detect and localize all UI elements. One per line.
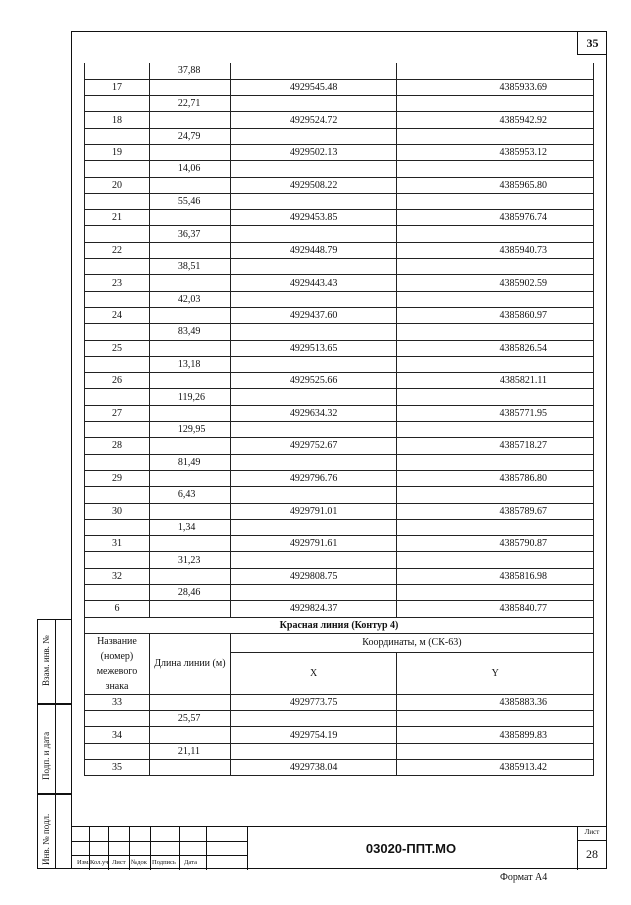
- line-length: [149, 470, 230, 486]
- tb-col-ndok: №док: [131, 859, 147, 866]
- coord-x: [230, 128, 397, 144]
- coord-x: 4929791.01: [230, 503, 397, 519]
- point-number: [85, 743, 150, 759]
- line-length: [149, 438, 230, 454]
- point-number: [85, 226, 150, 242]
- coord-y: 4385821.11: [397, 373, 594, 389]
- point-number: 17: [85, 79, 150, 95]
- point-number: 31: [85, 536, 150, 552]
- tb-col-list: Лист: [112, 859, 126, 866]
- line-length: 37,88: [149, 63, 230, 79]
- coordinates-table: [84, 63, 594, 776]
- coord-x: 4929502.13: [230, 144, 397, 160]
- coord-x: [230, 487, 397, 503]
- line-length: [149, 727, 230, 743]
- coord-y: [397, 291, 594, 307]
- coord-y: [397, 193, 594, 209]
- coord-y: [397, 356, 594, 372]
- table-row: [85, 373, 594, 389]
- coord-y: [397, 63, 594, 79]
- table-row: [85, 470, 594, 486]
- sheet-label: Лист: [584, 828, 600, 836]
- tb-col-podpis: Подпись: [152, 859, 176, 866]
- line-length: 22,71: [149, 96, 230, 112]
- table-row: [85, 340, 594, 356]
- point-number: [85, 519, 150, 535]
- coord-x: 4929752.67: [230, 438, 397, 454]
- point-number: 33: [85, 694, 150, 710]
- line-length: 119,26: [149, 389, 230, 405]
- table-row: [85, 760, 594, 776]
- coord-x: [230, 291, 397, 307]
- table-row: [85, 694, 594, 710]
- coord-x: [230, 356, 397, 372]
- line-length: 83,49: [149, 324, 230, 340]
- header-y: Y: [397, 652, 594, 694]
- coord-y: 4385953.12: [397, 144, 594, 160]
- coord-x: 4929448.79: [230, 242, 397, 258]
- coord-y: 4385771.95: [397, 405, 594, 421]
- point-number: 35: [85, 760, 150, 776]
- coord-x: [230, 324, 397, 340]
- coord-y: 4385902.59: [397, 275, 594, 291]
- point-number: [85, 128, 150, 144]
- strip-podp: [37, 704, 71, 794]
- coord-y: 4385816.98: [397, 568, 594, 584]
- table-row: [85, 585, 594, 601]
- strip-podp-label: Подп. и дата: [41, 731, 51, 780]
- point-number: 32: [85, 568, 150, 584]
- point-number: 30: [85, 503, 150, 519]
- table-row: [85, 711, 594, 727]
- coord-x: 4929508.22: [230, 177, 397, 193]
- sheet-number: 28: [586, 847, 598, 861]
- table-row: [85, 144, 594, 160]
- coord-x: 4929634.32: [230, 405, 397, 421]
- coord-y: [397, 454, 594, 470]
- line-length: 55,46: [149, 193, 230, 209]
- point-number: [85, 585, 150, 601]
- line-length: 36,37: [149, 226, 230, 242]
- table-row: [85, 226, 594, 242]
- table-row: [85, 79, 594, 95]
- line-length: 25,57: [149, 711, 230, 727]
- line-length: [149, 601, 230, 617]
- coord-x: [230, 193, 397, 209]
- strip-vzam-label: Взам. инв. №: [41, 635, 51, 686]
- coord-y: 4385786.80: [397, 470, 594, 486]
- strip-inv-label: Инв. № подл.: [41, 813, 51, 865]
- coord-y: 4385940.73: [397, 242, 594, 258]
- point-number: [85, 291, 150, 307]
- table-row: [85, 259, 594, 275]
- header-coords: Координаты, м (СК-63): [230, 633, 593, 652]
- coord-y: [397, 96, 594, 112]
- line-length: 14,06: [149, 161, 230, 177]
- coord-x: 4929824.37: [230, 601, 397, 617]
- table-row: [85, 307, 594, 323]
- coord-x: [230, 711, 397, 727]
- coord-x: 4929545.48: [230, 79, 397, 95]
- line-length: 28,46: [149, 585, 230, 601]
- coord-y: 4385883.36: [397, 694, 594, 710]
- point-number: 27: [85, 405, 150, 421]
- table-row: [85, 568, 594, 584]
- coord-y: [397, 711, 594, 727]
- table-row: [85, 601, 594, 617]
- table-header-row: [85, 633, 594, 652]
- tb-col-izm: Изм.: [77, 859, 90, 866]
- tb-col-kolуч: Кол.уч: [90, 859, 109, 866]
- point-number: [85, 422, 150, 438]
- coord-y: 4385965.80: [397, 177, 594, 193]
- point-number: 25: [85, 340, 150, 356]
- strip-vzam: [37, 619, 71, 704]
- coord-x: 4929796.76: [230, 470, 397, 486]
- coord-y: 4385860.97: [397, 307, 594, 323]
- table-row: [85, 389, 594, 405]
- coord-x: 4929453.85: [230, 210, 397, 226]
- coord-x: [230, 743, 397, 759]
- coord-x: 4929524.72: [230, 112, 397, 128]
- coord-y: [397, 324, 594, 340]
- line-length: [149, 405, 230, 421]
- line-length: [149, 536, 230, 552]
- point-number: 29: [85, 470, 150, 486]
- left-margin-strip: [37, 619, 71, 869]
- table-row: [85, 291, 594, 307]
- table-row: [85, 727, 594, 743]
- coord-y: [397, 743, 594, 759]
- line-length: [149, 112, 230, 128]
- coord-x: 4929443.43: [230, 275, 397, 291]
- line-length: 6,43: [149, 487, 230, 503]
- coord-x: 4929738.04: [230, 760, 397, 776]
- table-row: [85, 743, 594, 759]
- coord-y: 4385976.74: [397, 210, 594, 226]
- line-length: [149, 503, 230, 519]
- table-row: [85, 356, 594, 372]
- coord-y: [397, 226, 594, 242]
- coord-y: 4385913.42: [397, 760, 594, 776]
- point-number: [85, 487, 150, 503]
- coord-y: [397, 161, 594, 177]
- coord-x: [230, 63, 397, 79]
- coord-y: [397, 422, 594, 438]
- line-length: [149, 242, 230, 258]
- coord-y: [397, 585, 594, 601]
- table-row: [85, 177, 594, 193]
- section-title: Красная линия (Контур 4): [85, 617, 594, 633]
- coord-x: 4929437.60: [230, 307, 397, 323]
- line-length: 38,51: [149, 259, 230, 275]
- line-length: 13,18: [149, 356, 230, 372]
- point-number: 21: [85, 210, 150, 226]
- point-number: 34: [85, 727, 150, 743]
- format-label: Формат А4: [500, 872, 548, 883]
- coord-y: 4385933.69: [397, 79, 594, 95]
- document-code: 03020-ППТ.МО: [365, 841, 457, 856]
- coord-x: [230, 226, 397, 242]
- line-length: 1,34: [149, 519, 230, 535]
- coord-y: 4385899.83: [397, 727, 594, 743]
- table-row: [85, 503, 594, 519]
- line-length: 42,03: [149, 291, 230, 307]
- line-length: [149, 275, 230, 291]
- line-length: [149, 568, 230, 584]
- coord-x: [230, 161, 397, 177]
- point-number: 28: [85, 438, 150, 454]
- point-number: [85, 161, 150, 177]
- point-number: [85, 324, 150, 340]
- table-row: [85, 438, 594, 454]
- point-number: [85, 552, 150, 568]
- point-number: 23: [85, 275, 150, 291]
- table-row: [85, 193, 594, 209]
- coord-y: 4385790.87: [397, 536, 594, 552]
- line-length: [149, 307, 230, 323]
- table-row: [85, 242, 594, 258]
- point-number: 18: [85, 112, 150, 128]
- coord-x: [230, 585, 397, 601]
- coord-x: [230, 454, 397, 470]
- coord-y: [397, 519, 594, 535]
- coord-y: [397, 389, 594, 405]
- point-number: [85, 63, 150, 79]
- point-number: 20: [85, 177, 150, 193]
- line-length: [149, 694, 230, 710]
- header-name: Название (номер) межевого знака: [85, 633, 150, 694]
- point-number: [85, 356, 150, 372]
- coord-y: 4385826.54: [397, 340, 594, 356]
- table-row: [85, 454, 594, 470]
- coord-x: 4929773.75: [230, 694, 397, 710]
- point-number: [85, 193, 150, 209]
- coord-x: 4929525.66: [230, 373, 397, 389]
- coord-x: [230, 519, 397, 535]
- tb-col-data: Дата: [184, 859, 197, 866]
- point-number: [85, 711, 150, 727]
- line-length: 24,79: [149, 128, 230, 144]
- coord-x: [230, 389, 397, 405]
- coord-y: 4385942.92: [397, 112, 594, 128]
- table-row: [85, 487, 594, 503]
- line-length: 21,11: [149, 743, 230, 759]
- coord-x: 4929808.75: [230, 568, 397, 584]
- page-number: 35: [577, 31, 607, 55]
- coord-x: [230, 552, 397, 568]
- point-number: 24: [85, 307, 150, 323]
- coord-y: [397, 128, 594, 144]
- coord-x: [230, 259, 397, 275]
- table-row: [85, 536, 594, 552]
- point-number: [85, 96, 150, 112]
- coord-y: [397, 259, 594, 275]
- coord-x: 4929754.19: [230, 727, 397, 743]
- coord-y: 4385718.27: [397, 438, 594, 454]
- line-length: [149, 373, 230, 389]
- table-row: [85, 112, 594, 128]
- coord-y: 4385840.77: [397, 601, 594, 617]
- point-number: 19: [85, 144, 150, 160]
- point-number: 22: [85, 242, 150, 258]
- line-length: [149, 144, 230, 160]
- coord-x: 4929791.61: [230, 536, 397, 552]
- coord-y: [397, 552, 594, 568]
- line-length: [149, 760, 230, 776]
- table-row: [85, 422, 594, 438]
- line-length: 129,95: [149, 422, 230, 438]
- table-row: [85, 405, 594, 421]
- coord-y: [397, 487, 594, 503]
- table-row: [85, 552, 594, 568]
- table-row: [85, 519, 594, 535]
- table-row: [85, 161, 594, 177]
- table-row: [85, 210, 594, 226]
- header-length: Длина линии (м): [149, 633, 230, 694]
- header-x: X: [230, 652, 397, 694]
- point-number: [85, 454, 150, 470]
- strip-inv: [37, 794, 71, 869]
- line-length: [149, 177, 230, 193]
- table-row: [85, 324, 594, 340]
- section-title-row: [85, 617, 594, 633]
- line-length: 31,23: [149, 552, 230, 568]
- line-length: [149, 210, 230, 226]
- coord-x: [230, 96, 397, 112]
- table-row: [85, 96, 594, 112]
- point-number: 6: [85, 601, 150, 617]
- coord-x: 4929513.65: [230, 340, 397, 356]
- point-number: [85, 259, 150, 275]
- table-row: [85, 63, 594, 79]
- point-number: 26: [85, 373, 150, 389]
- line-length: [149, 340, 230, 356]
- point-number: [85, 389, 150, 405]
- line-length: [149, 79, 230, 95]
- coord-y: 4385789.67: [397, 503, 594, 519]
- table-row: [85, 275, 594, 291]
- coord-x: [230, 422, 397, 438]
- line-length: 81,49: [149, 454, 230, 470]
- table-row: [85, 128, 594, 144]
